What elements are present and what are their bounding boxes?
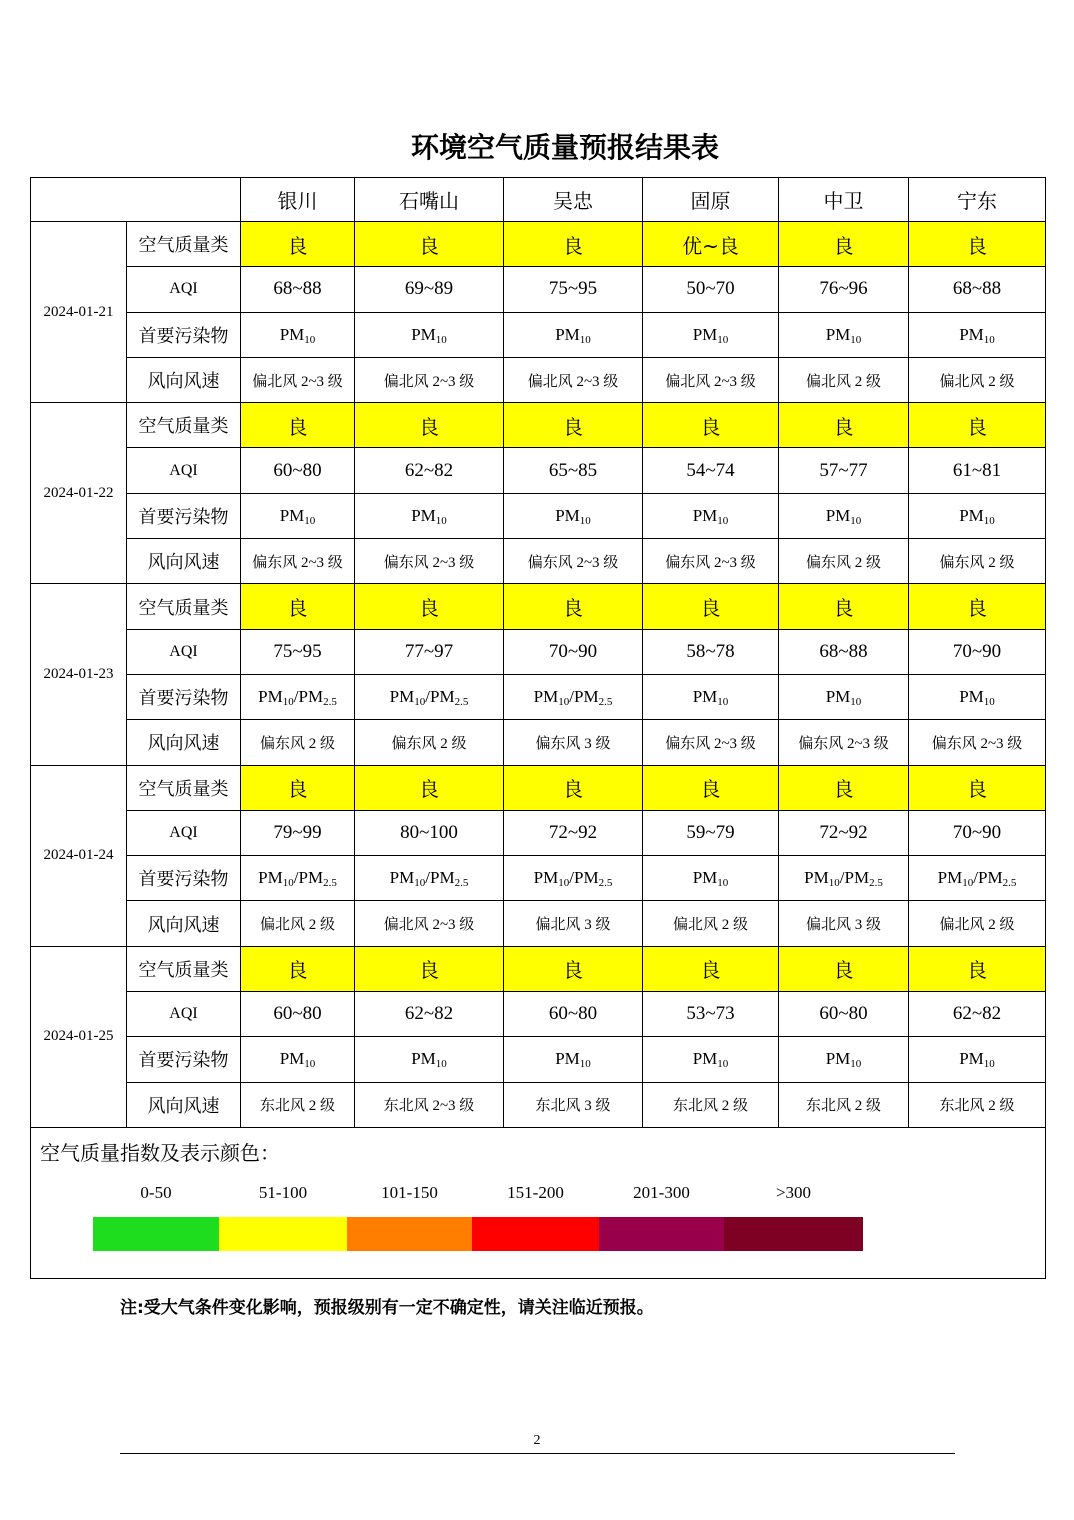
wind-cell: 偏东风 2 级 bbox=[355, 720, 504, 765]
subscript: 10 bbox=[717, 333, 729, 346]
pollutant-cell: $PM_{10}$ bbox=[909, 1037, 1046, 1082]
quality-cell: 良 bbox=[241, 222, 355, 267]
subscript: 2.5 bbox=[1002, 877, 1017, 890]
wind-cell: 偏北风 2~3 级 bbox=[504, 357, 643, 402]
row-aqi bbox=[31, 629, 1046, 674]
aqi-cell: 77~97 bbox=[355, 629, 504, 674]
aqi-cell: 70~90 bbox=[504, 629, 643, 674]
quality-cell: 良 bbox=[504, 765, 643, 810]
pollutant-cell: $PM_{10}/PM_{2.5}$ bbox=[241, 856, 355, 901]
quality-cell: 良 bbox=[241, 403, 355, 448]
subscript: 2.5 bbox=[323, 696, 337, 709]
aqi-cell: 70~90 bbox=[909, 629, 1046, 674]
legend-label: 151-200 bbox=[507, 1182, 564, 1202]
wind-cell: 偏北风 2 级 bbox=[909, 901, 1046, 946]
pollutant-cell: $PM_{10}$ bbox=[643, 674, 779, 719]
row-label-quality: 空气质量类 bbox=[127, 584, 241, 629]
wind-cell: 偏北风 2~3 级 bbox=[355, 901, 504, 946]
row-label-wind: 风向风速 bbox=[127, 357, 241, 402]
subscript: 2.5 bbox=[869, 877, 883, 890]
row-wind bbox=[31, 357, 1046, 402]
subscript: 2.5 bbox=[598, 877, 613, 890]
aqi-cell: 50~70 bbox=[643, 267, 779, 312]
pollutant-cell: $PM_{10}$ bbox=[779, 1037, 909, 1082]
wind-cell: 东北风 3 级 bbox=[504, 1082, 643, 1127]
aqi-cell: 53~73 bbox=[643, 992, 779, 1037]
wind-cell: 偏北风 3 级 bbox=[504, 901, 643, 946]
wind-cell: 偏东风 2~3 级 bbox=[241, 539, 355, 584]
city-header: 固原 bbox=[643, 178, 779, 222]
legend-color-bar bbox=[93, 1217, 863, 1251]
subscript: 10 bbox=[579, 1058, 591, 1071]
row-aqi bbox=[31, 267, 1046, 312]
city-header: 宁东 bbox=[909, 178, 1046, 222]
quality-cell: 良 bbox=[504, 584, 643, 629]
corner-cell bbox=[31, 178, 241, 222]
row-aqi bbox=[31, 448, 1046, 493]
legend-swatch-orange bbox=[347, 1217, 472, 1251]
row-pollutant bbox=[31, 856, 1046, 901]
wind-cell: 东北风 2~3 级 bbox=[355, 1082, 504, 1127]
pollutant-cell: $PM_{10}$ bbox=[355, 1037, 504, 1082]
pollutant-cell: $PM_{10}$ bbox=[241, 312, 355, 357]
row-label-pollutant: 首要污染物 bbox=[127, 493, 241, 538]
aqi-cell: 68~88 bbox=[241, 267, 355, 312]
date-cell: 2024-01-25 bbox=[31, 946, 127, 1127]
row-wind bbox=[31, 720, 1046, 765]
legend-label: 101-150 bbox=[381, 1182, 438, 1202]
subscript: 10 bbox=[850, 696, 862, 709]
wind-cell: 偏东风 3 级 bbox=[504, 720, 643, 765]
aqi-cell: 60~80 bbox=[504, 992, 643, 1037]
legend-label: >300 bbox=[775, 1182, 812, 1202]
row-label-pollutant: 首要污染物 bbox=[127, 856, 241, 901]
date-cell: 2024-01-22 bbox=[31, 403, 127, 584]
subscript: 10 bbox=[435, 1058, 447, 1071]
row-aqi bbox=[31, 810, 1046, 855]
quality-cell: 良 bbox=[504, 403, 643, 448]
aqi-cell: 80~100 bbox=[355, 810, 504, 855]
aqi-cell: 57~77 bbox=[779, 448, 909, 493]
city-header: 中卫 bbox=[779, 178, 909, 222]
wind-cell: 偏东风 2~3 级 bbox=[643, 539, 779, 584]
row-pollutant bbox=[31, 493, 1046, 538]
legend-swatch-purple bbox=[599, 1217, 724, 1251]
row-wind bbox=[31, 539, 1046, 584]
row-wind bbox=[31, 901, 1046, 946]
subscript: 10 bbox=[983, 1058, 995, 1071]
legend-swatch-green bbox=[93, 1217, 219, 1251]
subscript: 10 bbox=[282, 877, 294, 890]
subscript: 10 bbox=[579, 333, 591, 346]
wind-cell: 偏北风 2~3 级 bbox=[241, 357, 355, 402]
subscript: 10 bbox=[579, 514, 591, 527]
quality-cell: 良 bbox=[909, 584, 1046, 629]
wind-cell: 偏东风 2~3 级 bbox=[504, 539, 643, 584]
subscript: 10 bbox=[717, 877, 729, 890]
wind-cell: 偏北风 2 级 bbox=[779, 357, 909, 402]
aqi-cell: 65~85 bbox=[504, 448, 643, 493]
aqi-cell: 54~74 bbox=[643, 448, 779, 493]
wind-cell: 东北风 2 级 bbox=[779, 1082, 909, 1127]
pollutant-cell: $PM_{10}$ bbox=[504, 1037, 643, 1082]
subscript: 10 bbox=[414, 877, 426, 890]
pollutant-cell: $PM_{10}$ bbox=[355, 493, 504, 538]
pollutant-cell: $PM_{10}/PM_{2.5}$ bbox=[909, 856, 1046, 901]
date-cell: 2024-01-23 bbox=[31, 584, 127, 765]
subscript: 10 bbox=[414, 696, 426, 709]
wind-cell: 偏北风 2 级 bbox=[909, 357, 1046, 402]
pollutant-cell: $PM_{10}/PM_{2.5}$ bbox=[779, 856, 909, 901]
row-label-aqi: AQI bbox=[127, 448, 241, 493]
pollutant-cell: $PM_{10}/PM_{2.5}$ bbox=[241, 674, 355, 719]
pollutant-cell: $PM_{10}$ bbox=[643, 856, 779, 901]
quality-cell: 良 bbox=[643, 584, 779, 629]
pollutant-cell: $PM_{10}$ bbox=[779, 312, 909, 357]
quality-cell: 良 bbox=[504, 222, 643, 267]
row-label-aqi: AQI bbox=[127, 992, 241, 1037]
row-label-quality: 空气质量类 bbox=[127, 222, 241, 267]
subscript: 10 bbox=[282, 696, 294, 709]
pollutant-cell: $PM_{10}/PM_{2.5}$ bbox=[355, 674, 504, 719]
row-label-wind: 风向风速 bbox=[127, 539, 241, 584]
forecast-body bbox=[31, 222, 1046, 1128]
legend-label: 0-50 bbox=[140, 1182, 172, 1202]
row-quality bbox=[31, 403, 1046, 448]
row-label-aqi: AQI bbox=[127, 810, 241, 855]
legend-swatch-yellow bbox=[219, 1217, 347, 1251]
header-row bbox=[31, 178, 1046, 222]
aqi-cell: 68~88 bbox=[909, 267, 1046, 312]
legend-swatch-red bbox=[472, 1217, 599, 1251]
pollutant-cell: $PM_{10}$ bbox=[355, 312, 504, 357]
row-label-wind: 风向风速 bbox=[127, 720, 241, 765]
subscript: 2.5 bbox=[598, 696, 613, 709]
quality-cell: 良 bbox=[909, 222, 1046, 267]
city-header: 银川 bbox=[241, 178, 355, 222]
legend-label: 201-300 bbox=[633, 1182, 690, 1202]
subscript: 2.5 bbox=[323, 877, 337, 890]
pollutant-cell: $PM_{10}$ bbox=[504, 312, 643, 357]
legend-swatch-maroon bbox=[724, 1217, 863, 1251]
page-number: 2 bbox=[533, 1433, 541, 1448]
quality-cell: 良 bbox=[779, 222, 909, 267]
legend-label: 51-100 bbox=[258, 1182, 308, 1202]
subscript: 10 bbox=[304, 1058, 316, 1071]
row-label-aqi: AQI bbox=[127, 267, 241, 312]
quality-cell: 良 bbox=[355, 403, 504, 448]
subscript: 10 bbox=[828, 877, 840, 890]
pollutant-cell: $PM_{10}$ bbox=[779, 674, 909, 719]
date-cell: 2024-01-24 bbox=[31, 765, 127, 946]
legend-row bbox=[31, 1127, 1046, 1278]
aqi-cell: 62~82 bbox=[355, 448, 504, 493]
city-header: 石嘴山 bbox=[355, 178, 504, 222]
wind-cell: 偏北风 2 级 bbox=[241, 901, 355, 946]
wind-cell: 东北风 2 级 bbox=[909, 1082, 1046, 1127]
row-pollutant bbox=[31, 674, 1046, 719]
row-pollutant bbox=[31, 1037, 1046, 1082]
wind-cell: 偏东风 2 级 bbox=[909, 539, 1046, 584]
subscript: 10 bbox=[983, 696, 995, 709]
date-cell: 2024-01-21 bbox=[31, 222, 127, 403]
subscript: 10 bbox=[850, 1058, 862, 1071]
wind-cell: 偏东风 2 级 bbox=[241, 720, 355, 765]
quality-cell: 良 bbox=[241, 765, 355, 810]
subscript: 10 bbox=[962, 877, 974, 890]
pollutant-cell: $PM_{10}$ bbox=[504, 493, 643, 538]
wind-cell: 偏北风 3 级 bbox=[779, 901, 909, 946]
aqi-cell: 76~96 bbox=[779, 267, 909, 312]
quality-cell: 良 bbox=[779, 584, 909, 629]
row-quality bbox=[31, 222, 1046, 267]
aqi-cell: 62~82 bbox=[355, 992, 504, 1037]
wind-cell: 偏东风 2~3 级 bbox=[779, 720, 909, 765]
wind-cell: 偏北风 2~3 级 bbox=[643, 357, 779, 402]
subscript: 10 bbox=[850, 514, 862, 527]
aqi-cell: 75~95 bbox=[504, 267, 643, 312]
subscript: 10 bbox=[717, 1058, 729, 1071]
quality-cell: 良 bbox=[643, 403, 779, 448]
row-label-aqi: AQI bbox=[127, 629, 241, 674]
quality-cell: 良 bbox=[355, 584, 504, 629]
pollutant-cell: $PM_{10}$ bbox=[241, 1037, 355, 1082]
pollutant-cell: $PM_{10}$ bbox=[909, 493, 1046, 538]
row-quality bbox=[31, 584, 1046, 629]
aqi-cell: 72~92 bbox=[504, 810, 643, 855]
subscript: 10 bbox=[304, 333, 316, 346]
quality-cell: 良 bbox=[909, 403, 1046, 448]
subscript: 10 bbox=[304, 514, 316, 527]
quality-cell: 良 bbox=[355, 946, 504, 991]
wind-cell: 偏东风 2~3 级 bbox=[355, 539, 504, 584]
aqi-cell: 75~95 bbox=[241, 629, 355, 674]
quality-cell: 良 bbox=[241, 946, 355, 991]
quality-cell: 良 bbox=[779, 765, 909, 810]
wind-cell: 偏东风 2 级 bbox=[779, 539, 909, 584]
quality-cell: 良 bbox=[355, 222, 504, 267]
pollutant-cell: $PM_{10}/PM_{2.5}$ bbox=[504, 674, 643, 719]
quality-cell: 良 bbox=[643, 946, 779, 991]
row-pollutant bbox=[31, 312, 1046, 357]
pollutant-cell: $PM_{10}$ bbox=[643, 493, 779, 538]
aqi-cell: 61~81 bbox=[909, 448, 1046, 493]
footer-rule bbox=[120, 1453, 955, 1454]
row-label-quality: 空气质量类 bbox=[127, 403, 241, 448]
aqi-cell: 60~80 bbox=[779, 992, 909, 1037]
aqi-cell: 79~99 bbox=[241, 810, 355, 855]
aqi-cell: 72~92 bbox=[779, 810, 909, 855]
subscript: 10 bbox=[558, 877, 570, 890]
pollutant-cell: $PM_{10}$ bbox=[909, 674, 1046, 719]
row-label-quality: 空气质量类 bbox=[127, 946, 241, 991]
pollutant-cell: $PM_{10}/PM_{2.5}$ bbox=[504, 856, 643, 901]
row-quality bbox=[31, 765, 1046, 810]
wind-cell: 偏东风 2~3 级 bbox=[643, 720, 779, 765]
quality-cell: 良 bbox=[909, 946, 1046, 991]
subscript: 10 bbox=[850, 333, 862, 346]
city-header: 吴忠 bbox=[504, 178, 643, 222]
pollutant-cell: $PM_{10}$ bbox=[909, 312, 1046, 357]
row-label-wind: 风向风速 bbox=[127, 1082, 241, 1127]
wind-cell: 偏北风 2 级 bbox=[643, 901, 779, 946]
wind-cell: 东北风 2 级 bbox=[241, 1082, 355, 1127]
pollutant-cell: $PM_{10}$ bbox=[241, 493, 355, 538]
subscript: 10 bbox=[435, 514, 447, 527]
quality-cell: 良 bbox=[909, 765, 1046, 810]
aqi-cell: 69~89 bbox=[355, 267, 504, 312]
aqi-cell: 60~80 bbox=[241, 992, 355, 1037]
aqi-cell: 59~79 bbox=[643, 810, 779, 855]
row-label-pollutant: 首要污染物 bbox=[127, 674, 241, 719]
row-label-wind: 风向风速 bbox=[127, 901, 241, 946]
aqi-cell: 62~82 bbox=[909, 992, 1046, 1037]
quality-cell: 良 bbox=[241, 584, 355, 629]
aqi-cell: 58~78 bbox=[643, 629, 779, 674]
document-title: 环境空气质量预报结果表 bbox=[410, 131, 719, 164]
row-aqi bbox=[31, 992, 1046, 1037]
aqi-cell: 68~88 bbox=[779, 629, 909, 674]
aqi-legend bbox=[31, 1128, 1045, 1278]
row-quality bbox=[31, 946, 1046, 991]
subscript: 2.5 bbox=[454, 877, 469, 890]
quality-cell: 良 bbox=[504, 946, 643, 991]
subscript: 2.5 bbox=[454, 696, 469, 709]
aqi-cell: 60~80 bbox=[241, 448, 355, 493]
quality-cell: 良 bbox=[355, 765, 504, 810]
row-wind bbox=[31, 1082, 1046, 1127]
aqi-cell: 70~90 bbox=[909, 810, 1046, 855]
wind-cell: 偏东风 2~3 级 bbox=[909, 720, 1046, 765]
subscript: 10 bbox=[983, 514, 995, 527]
subscript: 10 bbox=[558, 696, 570, 709]
pollutant-cell: $PM_{10}$ bbox=[643, 312, 779, 357]
legend-title: 空气质量指数及表示颜色： bbox=[40, 1140, 280, 1165]
legend-labels bbox=[93, 1182, 863, 1204]
subscript: 10 bbox=[435, 333, 447, 346]
pollutant-cell: $PM_{10}/PM_{2.5}$ bbox=[355, 856, 504, 901]
row-label-quality: 空气质量类 bbox=[127, 765, 241, 810]
forecast-note: 注:受大气条件变化影响，预报级别有一定不确定性，请关注临近预报。 bbox=[120, 1298, 654, 1318]
legend-cell bbox=[31, 1127, 1046, 1278]
row-label-pollutant: 首要污染物 bbox=[127, 312, 241, 357]
subscript: 10 bbox=[983, 333, 995, 346]
quality-cell: 优~良 bbox=[643, 222, 779, 267]
quality-cell: 良 bbox=[779, 403, 909, 448]
subscript: 10 bbox=[717, 696, 729, 709]
pollutant-cell: $PM_{10}$ bbox=[643, 1037, 779, 1082]
wind-cell: 偏北风 2~3 级 bbox=[355, 357, 504, 402]
forecast-table bbox=[30, 177, 1046, 1279]
quality-cell: 良 bbox=[643, 765, 779, 810]
wind-cell: 东北风 2 级 bbox=[643, 1082, 779, 1127]
quality-cell: 良 bbox=[779, 946, 909, 991]
subscript: 10 bbox=[717, 514, 729, 527]
row-label-pollutant: 首要污染物 bbox=[127, 1037, 241, 1082]
pollutant-cell: $PM_{10}$ bbox=[779, 493, 909, 538]
